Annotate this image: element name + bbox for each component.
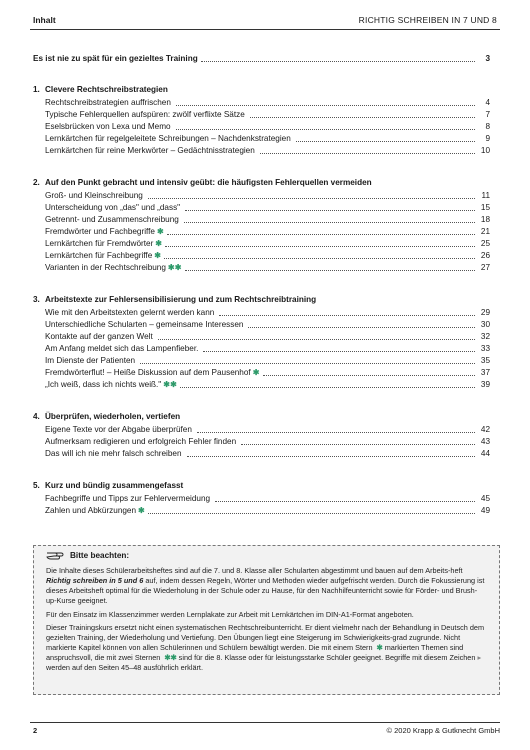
toc-entry[interactable]: Getrennt- und Zusammenschreibung 18 <box>45 215 490 224</box>
note-paragraph: Für den Einsatz im Klassenzimmer werden Lernplakate zur Arbeit mit Lernkärtchen im DIN-A1-Format angeboten. <box>46 610 414 619</box>
page-footer <box>33 726 500 735</box>
toc-entry[interactable]: Fachbegriffe und Tipps zur Fehlervermeidung 45 <box>45 494 490 503</box>
page-number: 2 <box>33 726 38 735</box>
toc-entry[interactable]: Lernkärtchen für Fremdwörter ✱ 25 <box>45 239 490 248</box>
toc-section-heading: 3. Arbeitstexte zur Fehlersensibilisierung und zum Rechtschreibtraining <box>33 295 317 304</box>
star-icon: ✱ <box>376 643 383 652</box>
toc-entry[interactable]: Unterscheidung von „das" und „dass" 15 <box>45 203 490 212</box>
toc-entry[interactable]: Kontakte auf der ganzen Welt 32 <box>45 332 490 341</box>
toc-entry[interactable]: Eigene Texte vor der Abgabe überprüfen 42 <box>45 425 490 434</box>
header-book-title: RICHTIG SCHREIBEN IN 7 UND 8 <box>358 15 497 25</box>
toc-entry[interactable]: Varianten in der Rechtschreibung ✱✱ 27 <box>45 263 490 272</box>
toc-section-heading: 5. Kurz und bündig zusammengefasst <box>33 481 184 490</box>
toc-entry[interactable]: Am Anfang meldet sich das Lampenfieber. 33 <box>45 344 490 353</box>
toc-section-heading: 2. Auf den Punkt gebracht und intensiv geübt: die häufigsten Fehlerquellen vermeiden <box>33 178 372 187</box>
header-divider <box>30 29 500 30</box>
note-paragraph: Dieser Trainingskurs ersetzt nicht einen systematischen Rechtschreibunterricht. Er dient vielmehr nach der Behandlung in Deutsch dem gezielten Training, der Wiederholung und Vertiefung. Den Übungen liegt eine Steigerung im Schwierigkeits-grad zugrunde. Nicht markierte Kapitel können von allen Schülerinnen und Schülern bewältigt werden. Die mit einem Stern ✱ markierten Themen sind anspruchsvoll, die mit zwei Sternen ✱✱ sind für die 8. Klasse oder für leistungsstarke Schüler geeignet. Begriffe mit diesem Zeichen ▸ werden auf den Seiten 45–48 ausführlich erklärt. <box>46 623 485 672</box>
toc-intro-entry[interactable]: Es ist nie zu spät für ein gezieltes Training 3 <box>33 54 490 63</box>
double-star-icon: ✱✱ <box>164 653 177 662</box>
toc-entry[interactable]: Zahlen und Abkürzungen ✱ 49 <box>45 506 490 515</box>
toc-entry[interactable]: Fremdwörterflut! – Heiße Diskussion auf dem Pausenhof ✱ 37 <box>45 368 490 377</box>
toc-entry[interactable]: „Ich weiß, dass ich nichts weiß." ✱✱ 39 <box>45 380 490 389</box>
toc-entry[interactable]: Das will ich nie mehr falsch schreiben 44 <box>45 449 490 458</box>
toc-section-heading: 1. Clevere Rechtschreibstrategien <box>33 85 168 94</box>
toc-entry[interactable]: Eselsbrücken von Lexa und Memo 8 <box>45 122 490 131</box>
toc-entry[interactable]: Groß- und Kleinschreibung 11 <box>45 191 490 200</box>
arrow-icon: ▸ <box>477 653 482 662</box>
toc-entry[interactable]: Unterschiedliche Schularten – gemeinsame Interessen 30 <box>45 320 490 329</box>
copyright: © 2020 Krapp & Gutknecht GmbH <box>386 726 500 735</box>
toc-entry[interactable]: Lernkärtchen für regelgeleitete Schreibungen – Nachdenkstrategien 9 <box>45 134 490 143</box>
note-box <box>33 545 500 695</box>
note-heading-text: Bitte beachten: <box>70 550 130 560</box>
toc-entry[interactable]: Wie mit den Arbeitstexten gelernt werden kann 29 <box>45 308 490 317</box>
toc-section-heading: 4. Überprüfen, wiederholen, vertiefen <box>33 412 181 421</box>
toc-entry[interactable]: Rechtschreibstrategien auffrischen 4 <box>45 98 490 107</box>
toc-entry[interactable]: Fremdwörter und Fachbegriffe ✱ 21 <box>45 227 490 236</box>
toc-entry[interactable]: Lernkärtchen für Fachbegriffe ✱ 26 <box>45 251 490 260</box>
toc-entry[interactable]: Lernkärtchen für reine Merkwörter – Gedächtnisstrategien 10 <box>45 146 490 155</box>
footer-divider <box>30 722 500 723</box>
note-paragraph: Die Inhalte dieses Schülerarbeitsheftes sind auf die 7. und 8. Klasse aller Schularten abgestimmt und bauen auf dem Arbeits-heft Richtig schreiben in 5 und 6 auf, indem dessen Regeln, Wörter und Methoden wieder aufgefrischt werden. Durch die Fokussierung ist dieses Arbeitsheft optimal für die Wiederholung in der Schule oder zu Hause, für den Nachhilfeunterricht sowie für Förder- und Brush-up-Kurse geeignet. <box>46 566 485 605</box>
toc-entry[interactable]: Im Dienste der Patienten 35 <box>45 356 490 365</box>
note-heading <box>46 549 129 561</box>
pointing-hand-icon <box>46 549 64 561</box>
toc-entry[interactable]: Typische Fehlerquellen aufspüren: zwölf verflixte Sätze 7 <box>45 110 490 119</box>
header-section-title: Inhalt <box>33 15 56 25</box>
page-header <box>33 12 497 28</box>
toc-entry[interactable]: Aufmerksam redigieren und erfolgreich Fehler finden 43 <box>45 437 490 446</box>
